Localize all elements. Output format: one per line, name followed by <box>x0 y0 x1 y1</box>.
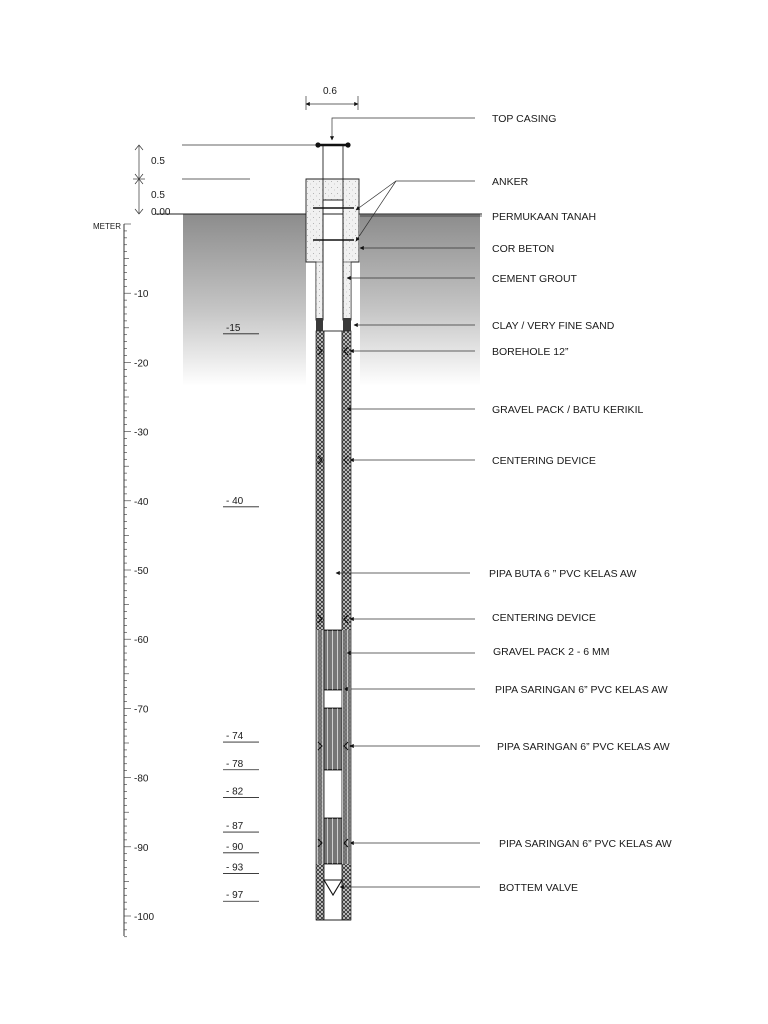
label-pipa-saringan-2: PIPA SARINGAN 6” PVC KELAS AW <box>497 741 670 753</box>
depth-mark-label: - 74 <box>226 731 244 743</box>
label-gravel-pack: GRAVEL PACK / BATU KERIKIL <box>492 404 644 416</box>
depth-scale <box>124 224 154 937</box>
depth-mark-label: - 90 <box>226 841 244 853</box>
fine-gravel-right <box>342 630 351 864</box>
label-centering-device-1: CENTERING DEVICE <box>492 455 596 467</box>
scale-tick-label: -20 <box>134 358 149 370</box>
depth-mark-label: - 93 <box>226 862 244 874</box>
depth-mark-label: - 78 <box>226 758 244 770</box>
screen-section-2 <box>324 708 342 770</box>
label-pipa-buta: PIPA BUTA 6 ” PVC KELAS AW <box>489 568 637 580</box>
vertical-dimension <box>133 145 145 214</box>
label-cement-grout: CEMENT GROUT <box>492 273 577 285</box>
screen-section-1 <box>324 630 342 690</box>
label-cor-beton: COR BETON <box>492 243 555 255</box>
scale-tick-label: -90 <box>134 842 149 854</box>
cap-bolt-left <box>315 142 320 147</box>
dim-upper-label: 0.5 <box>151 156 165 167</box>
depth-mark-label: -15 <box>226 322 241 334</box>
label-gravel-pack-fine: GRAVEL PACK 2 - 6 MM <box>493 646 610 658</box>
label-pipa-saringan-3: PIPA SARINGAN 6” PVC KELAS AW <box>499 838 672 850</box>
ground-level-label: 0.00 <box>151 207 171 218</box>
scale-tick-label: -80 <box>134 773 149 785</box>
dim-lower-label: 0.5 <box>151 190 165 201</box>
cement-grout-left <box>316 262 323 320</box>
label-bottom-valve: BOTTEM VALVE <box>499 882 578 894</box>
width-dimension <box>306 96 358 110</box>
depth-mark-label: - 87 <box>226 821 244 833</box>
scale-unit-label: METER <box>93 222 121 231</box>
soil-left <box>183 214 306 386</box>
scale-tick-label: -60 <box>134 635 149 647</box>
label-top-casing: TOP CASING <box>492 113 557 125</box>
scale-tick-label: -40 <box>134 496 149 508</box>
depth-mark-label: - 97 <box>226 890 244 902</box>
clay-band-left <box>316 318 323 331</box>
depth-mark-label: - 82 <box>226 786 244 798</box>
label-borehole: BOREHOLE 12” <box>492 346 569 358</box>
depth-mark-label: - 40 <box>226 495 244 507</box>
label-clay: CLAY / VERY FINE SAND <box>492 320 615 332</box>
screen-section-3 <box>324 818 342 864</box>
scale-tick-label: -30 <box>134 427 149 439</box>
scale-tick-label: -10 <box>134 289 149 301</box>
depth-marks <box>223 323 259 901</box>
cap-bolt-right <box>345 142 350 147</box>
label-anker: ANKER <box>492 176 529 188</box>
clay-band-right <box>343 318 351 331</box>
label-permukaan-tanah: PERMUKAAN TANAH <box>492 211 597 223</box>
soil-right <box>360 214 480 386</box>
label-centering-device-2: CENTERING DEVICE <box>492 612 596 624</box>
scale-tick-label: -70 <box>134 704 149 716</box>
label-pipa-saringan-1: PIPA SARINGAN 6” PVC KELAS AW <box>495 684 668 696</box>
scale-tick-label: -100 <box>134 912 155 923</box>
scale-tick-label: -50 <box>134 566 149 577</box>
fine-gravel-left <box>316 630 324 864</box>
width-dim-label: 0.6 <box>323 86 337 97</box>
cement-grout-right <box>343 262 351 320</box>
